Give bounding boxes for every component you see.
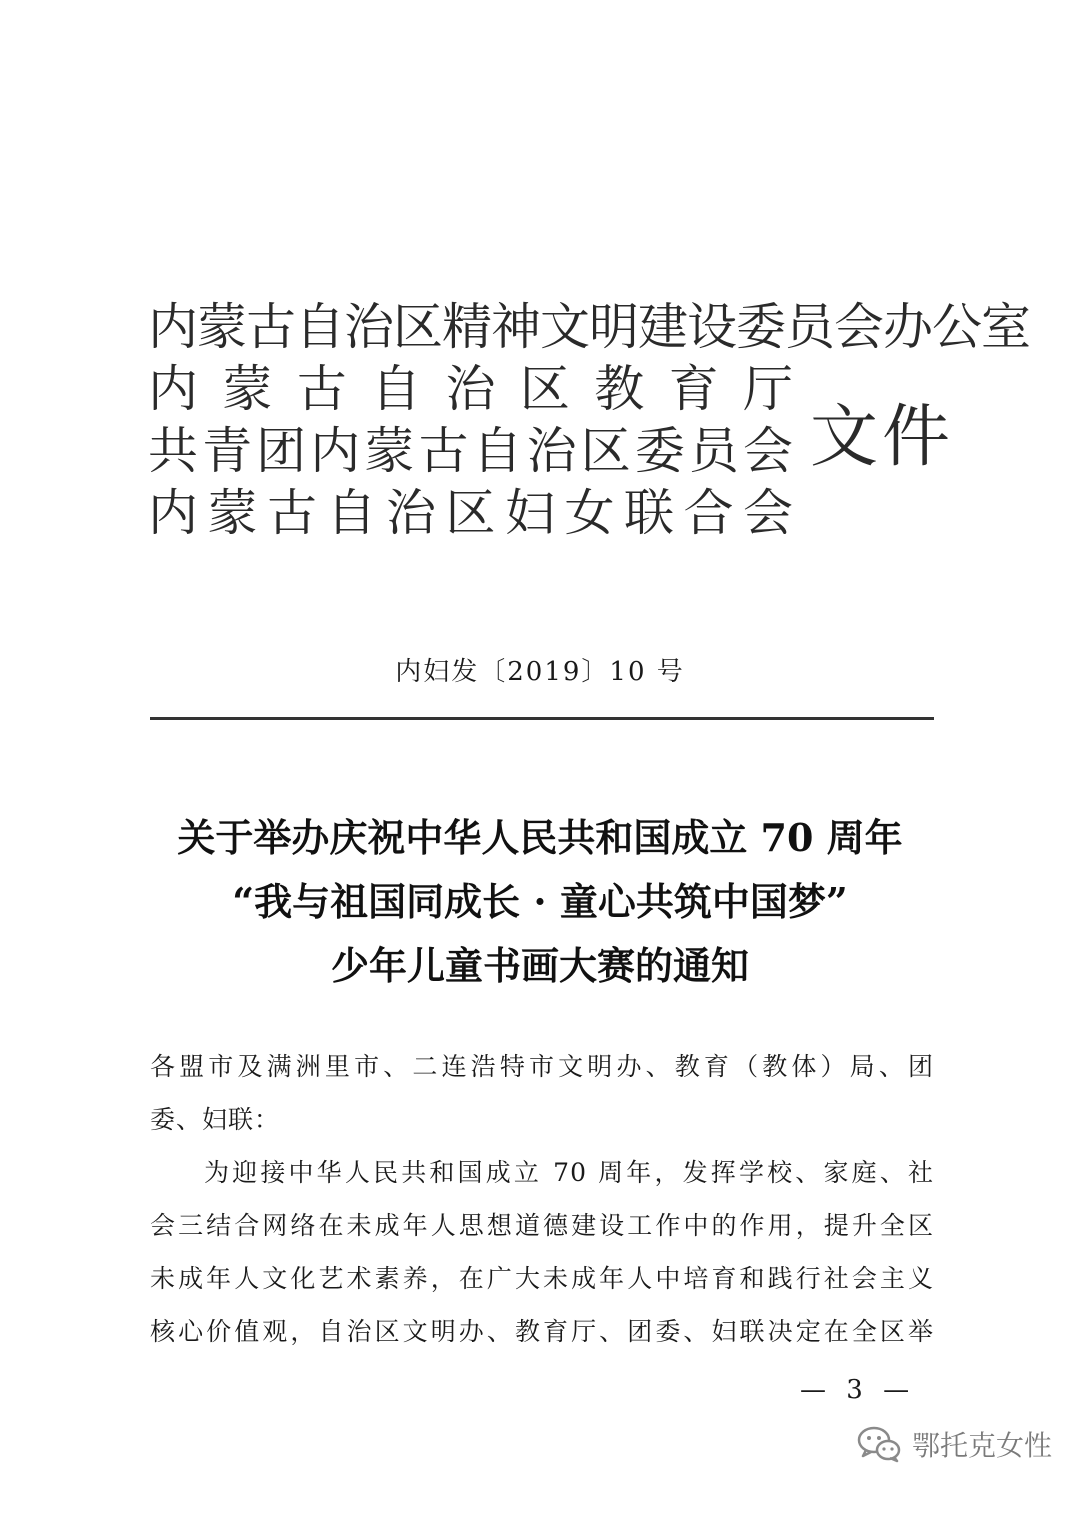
watermark-text: 鄂托克女性 <box>912 1429 1053 1462</box>
issuer-line-3: 共青团内蒙古自治区委员会 <box>148 422 793 480</box>
issuer-line-2: 内蒙古自治区教育厅 <box>148 360 793 418</box>
title-line-1: 关于举办庆祝中华人民共和国成立 70 周年 <box>177 815 903 860</box>
document-word: 文件 <box>810 398 955 477</box>
body-line-6: 核心价值观，自治区文明办、教育厅、团委、妇联决定在全区举 <box>150 1317 934 1346</box>
page-number: — 3 — <box>800 1375 916 1405</box>
issuer-line-1: 内蒙古自治区精神文明建设委员会办公室 <box>148 298 1030 356</box>
body-line-2: 委、妇联： <box>150 1105 281 1134</box>
issuer-line-4: 内蒙古自治区妇女联合会 <box>148 484 793 542</box>
document-number: 内妇发〔2019〕10 号 <box>395 657 685 687</box>
body-line-3: 为迎接中华人民共和国成立 70 周年，发挥学校、家庭、社 <box>204 1158 934 1187</box>
watermark <box>856 1424 1052 1464</box>
notice-body <box>150 1040 934 1358</box>
body-line-5: 未成年人文化艺术素养，在广大未成年人中培育和践行社会主义 <box>150 1264 934 1293</box>
body-line-4: 会三结合网络在未成年人思想道德建设工作中的作用，提升全区 <box>150 1211 934 1240</box>
body-line-1: 各盟市及满洲里市、二连浩特市文明办、教育（教体）局、团 <box>150 1052 934 1081</box>
title-line-2: “我与祖国同成长 · 童心共筑中国梦” <box>232 879 848 924</box>
title-line-3: 少年儿童书画大赛的通知 <box>330 943 749 988</box>
notice-title <box>0 806 1080 998</box>
wechat-icon <box>856 1424 902 1464</box>
header-divider <box>150 717 934 720</box>
